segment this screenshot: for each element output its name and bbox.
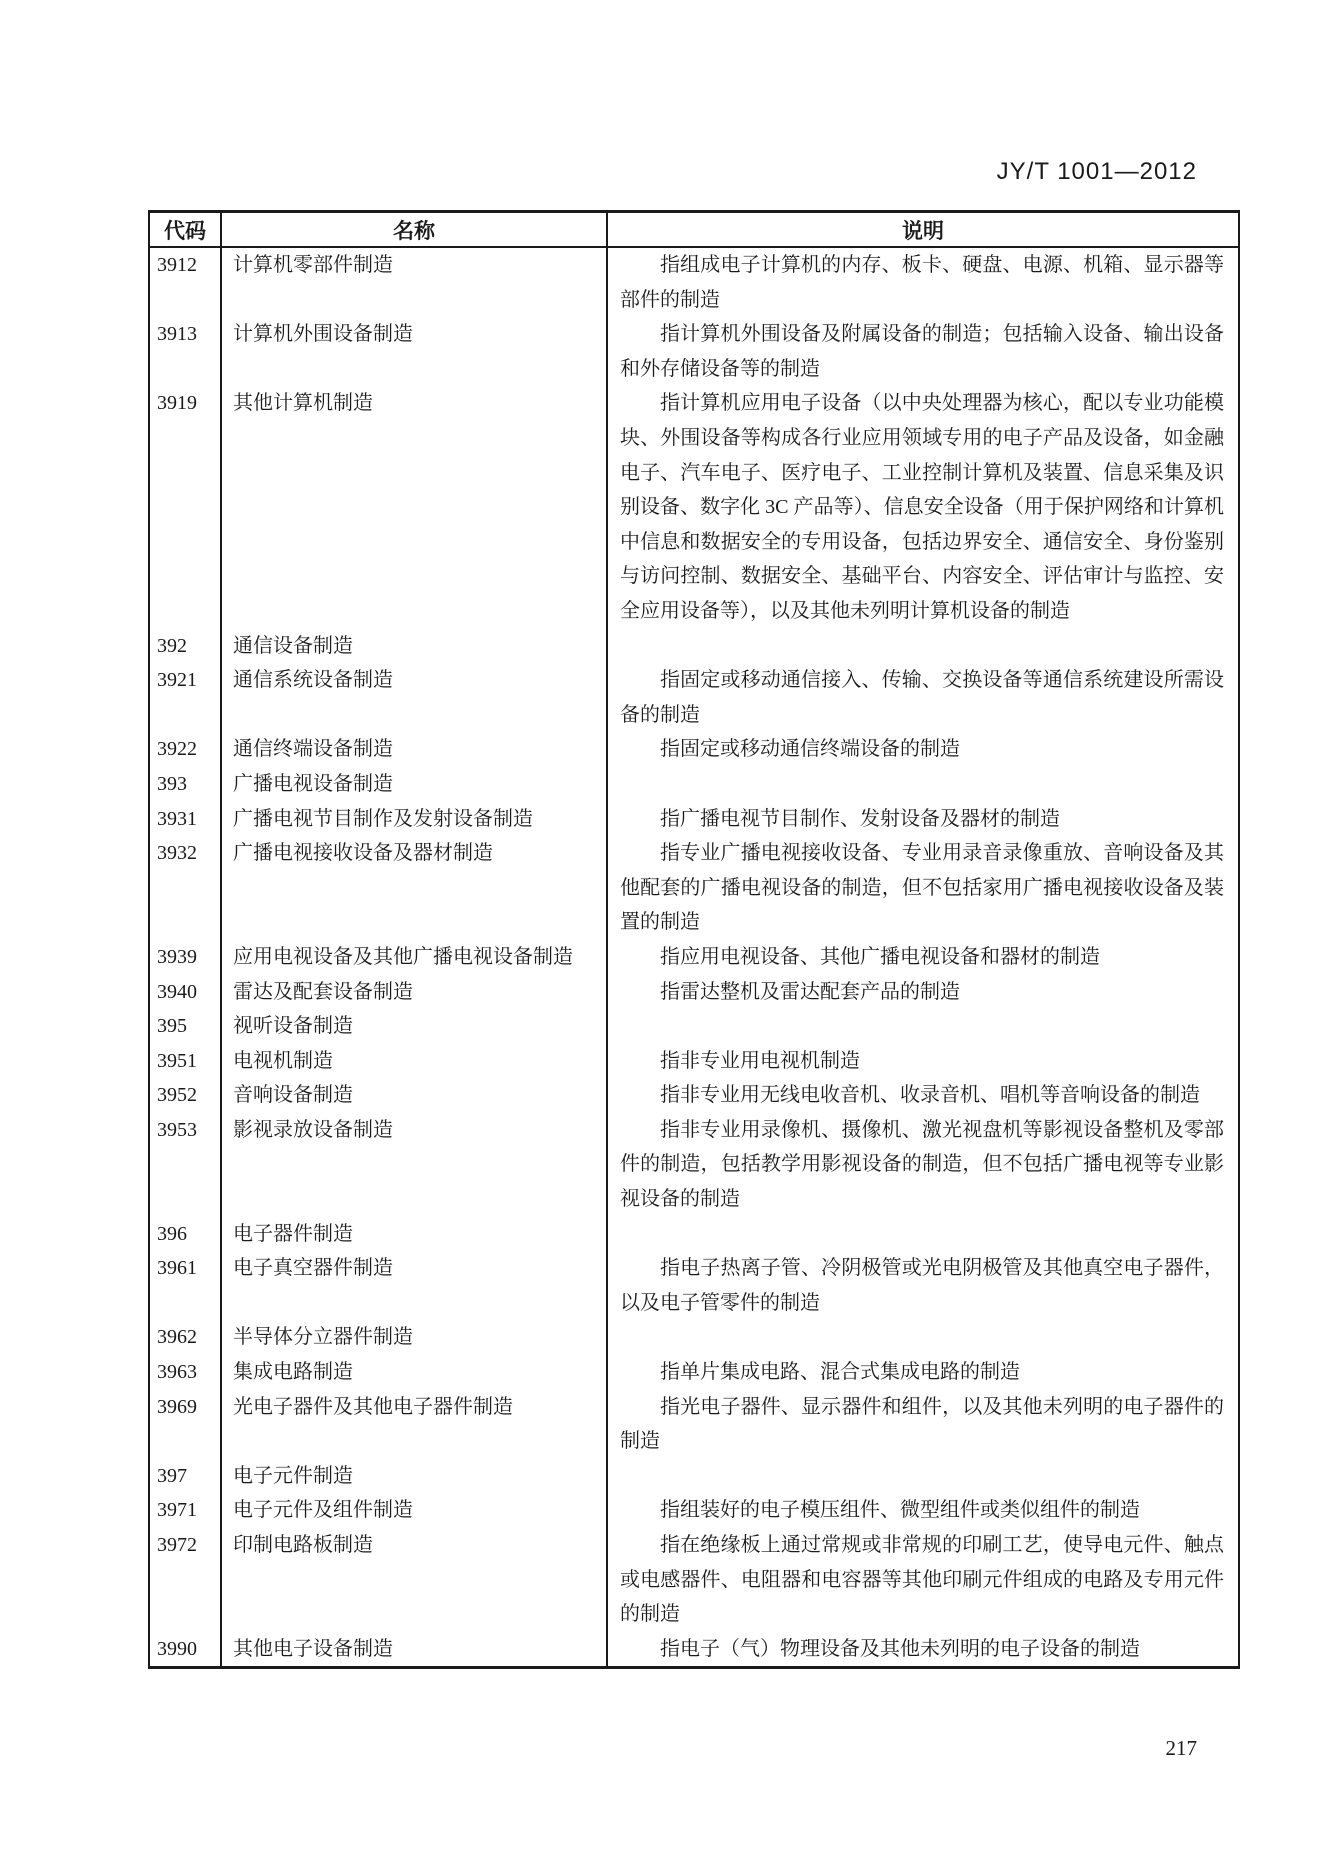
table-row (150, 1009, 1238, 1044)
name-cell: 视听设备制造 (222, 1009, 608, 1044)
table-row (150, 1217, 1238, 1252)
table-row (150, 1251, 1238, 1320)
header-cell-desc: 说明 (608, 213, 1238, 248)
desc-cell: 指非专业用无线电收音机、收录音机、唱机等音响设备的制造 (660, 1084, 1200, 1107)
desc-cell: 指固定或移动通信终端设备的制造 (660, 738, 960, 761)
name-cell: 通信系统设备制造 (222, 663, 608, 732)
code-cell: 3913 (150, 317, 222, 386)
code-cell: 3931 (150, 802, 222, 837)
code-cell: 397 (150, 1459, 222, 1494)
code-cell: 395 (150, 1009, 222, 1044)
name-cell: 通信设备制造 (222, 629, 608, 664)
desc-cell: 指非专业用电视机制造 (660, 1049, 860, 1072)
desc-cell: 指计算机外围设备及附属设备的制造；包括输入设备、输出设备和外存储设备等的制造 (620, 323, 1224, 380)
desc-cell (608, 629, 1238, 664)
desc-cell: 指组成电子计算机的内存、板卡、硬盘、电源、机箱、显示器等部件的制造 (620, 254, 1224, 311)
code-cell: 392 (150, 629, 222, 664)
table-row (150, 940, 1238, 975)
header-cell-name: 名称 (222, 213, 608, 248)
table-row (150, 1390, 1238, 1459)
table-row (150, 1632, 1238, 1667)
desc-cell: 指广播电视节目制作、发射设备及器材的制造 (660, 807, 1060, 830)
header-cell-code: 代码 (150, 213, 222, 248)
code-cell: 3919 (150, 386, 222, 628)
table-row (150, 1113, 1238, 1217)
desc-cell: 指固定或移动通信接入、传输、交换设备等通信系统建设所需设备的制造 (620, 669, 1224, 726)
desc-cell: 指非专业用录像机、摄像机、激光视盘机等影视设备整机及零部件的制造，包括教学用影视设备的制造，但不包括广播电视等专业影视设备的制造 (620, 1118, 1224, 1211)
table-row (150, 248, 1238, 317)
name-cell: 光电子器件及其他电子器件制造 (222, 1390, 608, 1459)
table-row (150, 975, 1238, 1010)
desc-cell (608, 767, 1238, 802)
classification-table (148, 210, 1240, 1669)
name-cell: 电子元件及组件制造 (222, 1493, 608, 1528)
table-row (150, 1528, 1238, 1632)
name-cell: 集成电路制造 (222, 1355, 608, 1390)
name-cell: 应用电视设备及其他广播电视设备制造 (222, 940, 608, 975)
desc-cell: 指电子（气）物理设备及其他未列明的电子设备的制造 (660, 1637, 1140, 1660)
name-cell: 雷达及配套设备制造 (222, 975, 608, 1010)
code-cell: 3972 (150, 1528, 222, 1632)
name-cell: 计算机零部件制造 (222, 248, 608, 317)
table-row (150, 1044, 1238, 1079)
table-row (150, 386, 1238, 628)
code-cell: 3963 (150, 1355, 222, 1390)
name-cell: 电子真空器件制造 (222, 1251, 608, 1320)
table-row (150, 802, 1238, 837)
table-row (150, 732, 1238, 767)
code-cell: 3951 (150, 1044, 222, 1079)
code-cell: 396 (150, 1217, 222, 1252)
table-body (150, 248, 1238, 1666)
desc-cell: 指光电子器件、显示器件和组件，以及其他未列明的电子器件的制造 (620, 1395, 1224, 1453)
code-cell: 3912 (150, 248, 222, 317)
name-cell: 广播电视接收设备及器材制造 (222, 836, 608, 940)
name-cell: 半导体分立器件制造 (222, 1320, 608, 1355)
table-row (150, 1355, 1238, 1390)
code-cell: 393 (150, 767, 222, 802)
code-cell: 3922 (150, 732, 222, 767)
code-cell: 3940 (150, 975, 222, 1010)
name-cell: 电子器件制造 (222, 1217, 608, 1252)
code-cell: 3952 (150, 1078, 222, 1113)
name-cell: 电子元件制造 (222, 1459, 608, 1494)
table-row (150, 767, 1238, 802)
code-cell: 3962 (150, 1320, 222, 1355)
table-row (150, 629, 1238, 664)
name-cell: 音响设备制造 (222, 1078, 608, 1113)
desc-cell: 指电子热离子管、冷阴极管或光电阴极管及其他真空电子器件，以及电子管零件的制造 (620, 1257, 1224, 1314)
doc-number: JY/T 1001—2012 (996, 158, 1197, 185)
table-header (150, 213, 1238, 248)
table-row (150, 1493, 1238, 1528)
code-cell: 3990 (150, 1632, 222, 1667)
name-cell: 其他计算机制造 (222, 386, 608, 628)
code-cell: 3961 (150, 1251, 222, 1320)
code-cell: 3921 (150, 663, 222, 732)
desc-cell (608, 1459, 1238, 1494)
table-row (150, 663, 1238, 732)
desc-cell: 指雷达整机及雷达配套产品的制造 (660, 980, 960, 1003)
name-cell: 广播电视节目制作及发射设备制造 (222, 802, 608, 837)
code-cell: 3969 (150, 1390, 222, 1459)
name-cell: 其他电子设备制造 (222, 1632, 608, 1667)
desc-cell (608, 1320, 1238, 1355)
code-cell: 3932 (150, 836, 222, 940)
desc-cell: 指应用电视设备、其他广播电视设备和器材的制造 (660, 945, 1100, 968)
table-row (150, 317, 1238, 386)
code-cell: 3953 (150, 1113, 222, 1217)
page-number: 217 (1165, 1736, 1197, 1760)
desc-cell (608, 1217, 1238, 1252)
code-cell: 3971 (150, 1493, 222, 1528)
name-cell: 影视录放设备制造 (222, 1113, 608, 1217)
table-row (150, 1459, 1238, 1494)
name-cell: 广播电视设备制造 (222, 767, 608, 802)
desc-cell: 指单片集成电路、混合式集成电路的制造 (660, 1361, 1020, 1384)
table-row (150, 1078, 1238, 1113)
table-row (150, 836, 1238, 940)
desc-cell: 指组装好的电子模压组件、微型组件或类似组件的制造 (660, 1499, 1140, 1522)
code-cell: 3939 (150, 940, 222, 975)
name-cell: 计算机外围设备制造 (222, 317, 608, 386)
table-row (150, 1320, 1238, 1355)
desc-cell: 指计算机应用电子设备（以中央处理器为核心，配以专业功能模块、外围设备等构成各行业应用领域专用的电子产品及设备，如金融电子、汽车电子、医疗电子、工业控制计算机及装置、信息采集及识别设备、数字化 3C 产品等）、信息安全设备（用于保护网络和计算机中信息和数据安全的专用设备，包括边界安全、通信安全、身份鉴别与访问控制、数据安全、基础平台、内容安全、评估审计与监控、安全应用设备等），以及其他未列明计算机设备的制造 (620, 392, 1224, 622)
name-cell: 通信终端设备制造 (222, 732, 608, 767)
name-cell: 电视机制造 (222, 1044, 608, 1079)
desc-cell: 指专业广播电视接收设备、专业用录音录像重放、音响设备及其他配套的广播电视设备的制造，但不包括家用广播电视接收设备及装置的制造 (620, 842, 1224, 934)
desc-cell (608, 1009, 1238, 1044)
name-cell: 印制电路板制造 (222, 1528, 608, 1632)
desc-cell: 指在绝缘板上通过常规或非常规的印刷工艺，使导电元件、触点或电感器件、电阻器和电容器等其他印刷元件组成的电路及专用元件的制造 (620, 1534, 1224, 1626)
